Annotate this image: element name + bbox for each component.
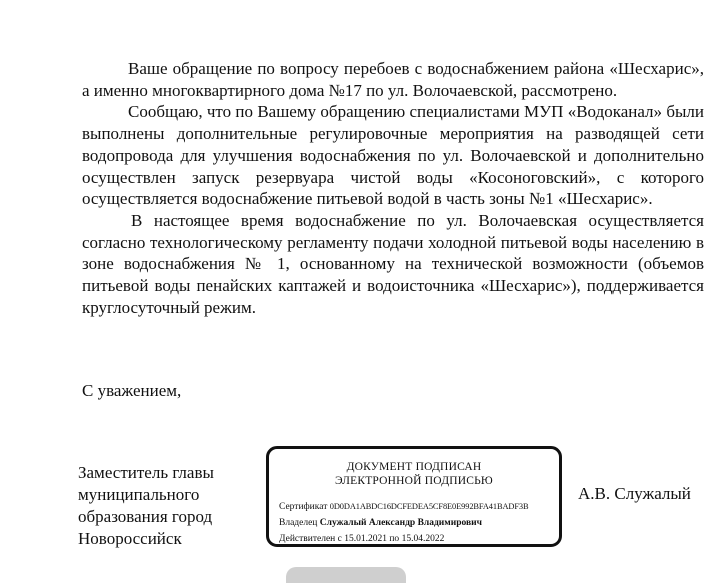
page-edge-shape xyxy=(286,567,406,583)
valid-from-word: с xyxy=(337,534,342,544)
position-line: Новороссийск xyxy=(78,529,182,548)
closing-phrase: С уважением, xyxy=(82,381,182,400)
stamp-certificate-row xyxy=(279,501,528,513)
stamp-validity-row xyxy=(279,533,444,545)
certificate-value: 0D0DA1ABDC16DCFEDEA5CF8E0E992BFA41BADF3B xyxy=(329,502,529,511)
valid-from-date: 15.01.2021 xyxy=(344,534,387,544)
stamp-title-line: ЭЛЕКТРОННОЙ ПОДПИСЬЮ xyxy=(335,475,493,487)
valid-to-word: по xyxy=(389,534,400,544)
position-line: муниципального xyxy=(78,485,200,504)
paragraph-measures-taken: Сообщаю, что по Вашему обращению специалистами МУП «Водоканал» были выполнены дополнительные регулировочные мероприятия на разводящей сети водопровода для улучшения водоснабжения по ул. Волочаевской и дополнительно осуществлен запуск резервуара чистой воды «Косоноговский», с которого осуществляется водоснабжение питьевой водой в часть зоны №1 «Шесхарис». xyxy=(82,102,704,209)
stamp-owner-row xyxy=(279,517,482,529)
stamp-title xyxy=(269,460,559,488)
electronic-signature-stamp xyxy=(266,446,562,547)
position-line: образования город xyxy=(78,507,213,526)
valid-to-date: 15.04.2022 xyxy=(401,534,445,544)
letter-body xyxy=(82,58,704,318)
owner-label: Владелец xyxy=(279,518,318,528)
paragraph-request-reviewed: Ваше обращение по вопросу перебоев с водоснабжением района «Шесхарис», а именно многоквартирного дома №17 по ул. Волочаевской, рассмотрено. xyxy=(82,59,704,100)
position-line: Заместитель главы xyxy=(78,463,214,482)
owner-value: Служалый Александр Владимирович xyxy=(319,518,482,528)
signer-name: А.В. Служалый xyxy=(578,484,691,503)
valid-label: Действителен xyxy=(279,534,336,544)
paragraph-current-supply: В настоящее время водоснабжение по ул. Волочаевская осуществляется согласно технологическому регламенту подачи холодной питьевой воды населению в зоне водоснабжения № 1, основанному на технической возможности (объемов питьевой воды пенайских каптажей и водоисточника «Шесхарис»), поддерживается круглосуточный режим. xyxy=(82,210,704,317)
stamp-title-line: ДОКУМЕНТ ПОДПИСАН xyxy=(346,461,482,473)
certificate-label: Сертификат xyxy=(279,502,328,512)
signer-position xyxy=(78,462,258,550)
